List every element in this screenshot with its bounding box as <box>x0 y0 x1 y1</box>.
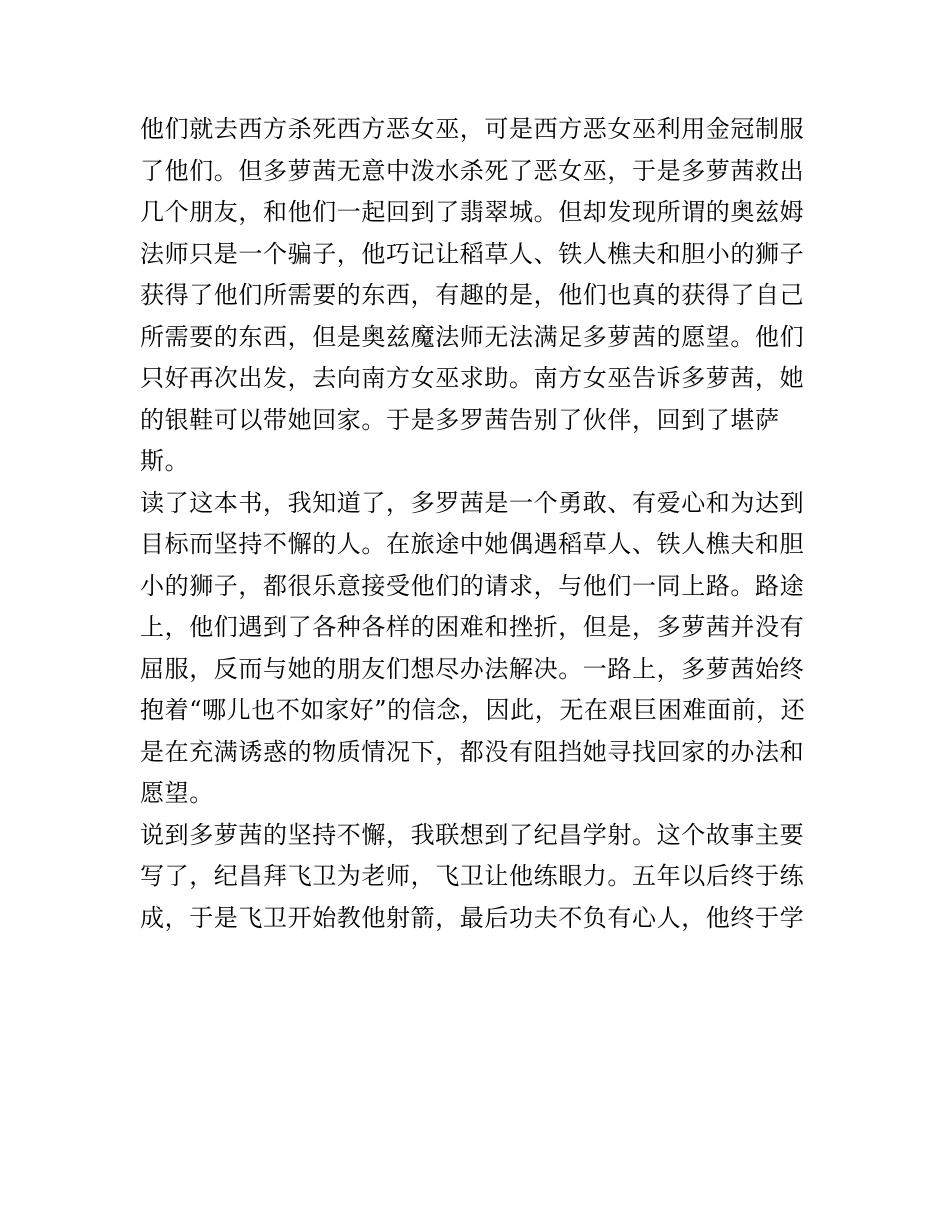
body-text <box>140 109 820 939</box>
text-line: 愿望。 <box>140 779 214 807</box>
text-line: 几个朋友，和他们一起回到了翡翠城。但却发现所谓的奥兹姆 <box>140 198 805 226</box>
text-line: 他们就去西方杀死西方恶女巫，可是西方恶女巫利用金冠制服 <box>140 115 805 143</box>
text-line: 是在充满诱惑的物质情况下，都没有阻挡她寻找回家的办法和 <box>140 737 805 766</box>
text-line: 斯。 <box>140 447 190 475</box>
text-line: 成，于是飞卫开始教他射箭，最后功夫不负有心人，他终于学 <box>140 903 805 932</box>
text-line: 说到多萝茜的坚持不懈，我联想到了纪昌学射。这个故事主要 <box>140 820 805 849</box>
text-line: 屈服，反而与她的朋友们想尽办法解决。一路上，多萝茜始终 <box>140 654 805 683</box>
text-line: 只好再次出发，去向南方女巫求助。南方女巫告诉多萝茜，她 <box>140 364 805 392</box>
text-line: 抱着“哪儿也不如家好”的信念，因此，无在艰巨困难面前，还 <box>140 696 806 724</box>
text-line: 写了，纪昌拜飞卫为老师，飞卫让他练眼力。五年以后终于练 <box>140 862 805 890</box>
text-line: 所需要的东西，但是奥兹魔法师无法满足多萝茜的愿望。他们 <box>140 322 805 351</box>
text-line: 上，他们遇到了各种各样的困难和挫折，但是，多萝茜并没有 <box>140 613 805 641</box>
text-line: 小的狮子，都很乐意接受他们的请求，与他们一同上路。路途 <box>140 571 805 600</box>
text-line: 获得了他们所需要的东西，有趣的是，他们也真的获得了自己 <box>140 281 805 309</box>
text-line: 的银鞋可以带她回家。于是多罗茜告别了伙伴，回到了堪萨 <box>140 405 780 434</box>
text-line: 读了这本书，我知道了，多罗茜是一个勇敢、有爱心和为达到 <box>140 488 805 517</box>
text-line: 目标而坚持不懈的人。在旅途中她偶遇稻草人、铁人樵夫和胆 <box>140 530 805 558</box>
text-line: 法师只是一个骗子，他巧记让稻草人、铁人樵夫和胆小的狮子 <box>140 239 805 268</box>
text-line: 了他们。但多萝茜无意中泼水杀死了恶女巫，于是多萝茜救出 <box>140 156 805 185</box>
